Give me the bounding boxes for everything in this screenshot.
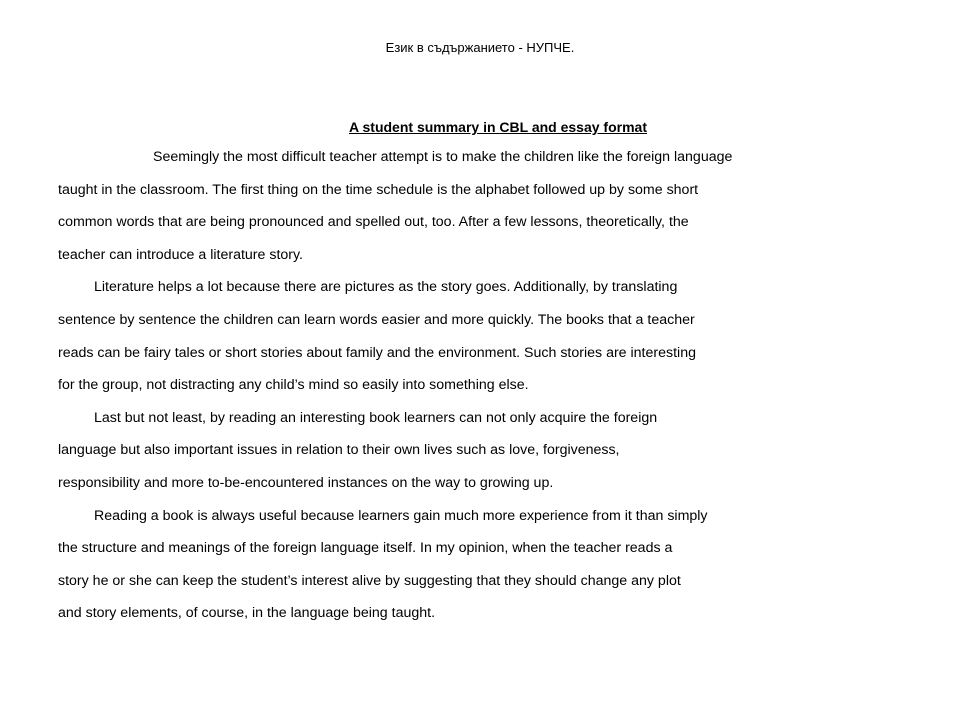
text-line: teacher can introduce a literature story. <box>58 246 303 263</box>
text-line: and story elements, of course, in the language being taught. <box>58 605 436 622</box>
text-line: responsibility and more to-be-encountered instances on the way to growing up. <box>58 475 554 491</box>
text-line: taught in the classroom. The first thing on the time schedule is the alphabet followed up by some short <box>58 181 699 198</box>
text-line: common words that are being pronounced and spelled out, too. After a few lessons, theoretically, the <box>58 214 689 231</box>
text-line: for the group, not distracting any child’s mind so easily into something else. <box>58 377 529 394</box>
text-line: language but also important issues in relation to their own lives such as love, forgiveness, <box>58 442 620 459</box>
text-line: Literature helps a lot because there are pictures as the story goes. Additionally, by translating <box>94 279 678 296</box>
text-line: sentence by sentence the children can learn words easier and more quickly. The books that a teacher <box>58 312 695 328</box>
text-line: story he or she can keep the student’s interest alive by suggesting that they should change any plot <box>58 572 681 589</box>
document-title: A student summary in CBL and essay format <box>349 119 647 135</box>
page-header: Език в съдържанието - НУПЧЕ. <box>385 40 575 55</box>
text-line: Reading a book is always useful because learners gain much more experience from it than simply <box>94 507 708 524</box>
text-line: Last but not least, by reading an interesting book learners can not only acquire the foreign <box>94 409 658 426</box>
text-line: the structure and meanings of the foreign language itself. In my opinion, when the teacher reads a <box>58 540 673 557</box>
text-line: reads can be fairy tales or short stories about family and the environment. Such stories are interesting <box>58 344 696 361</box>
text-line: Seemingly the most difficult teacher attempt is to make the children like the foreign language <box>153 149 733 165</box>
